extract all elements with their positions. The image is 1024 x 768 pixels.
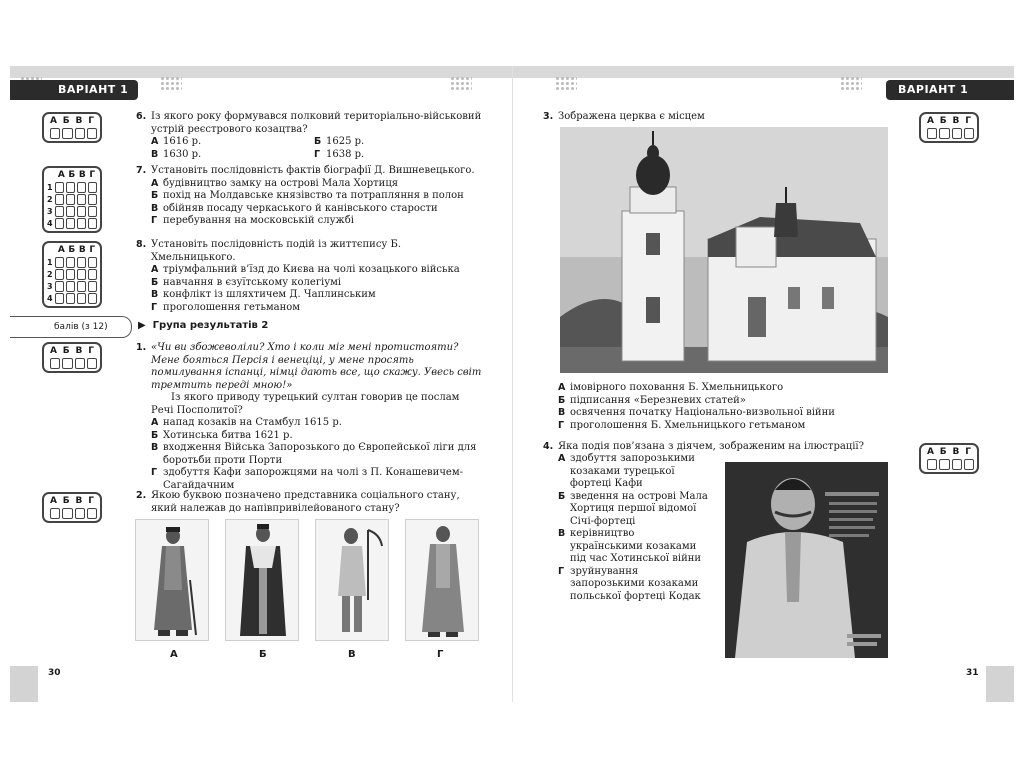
answer-box-q3[interactable]: А Б В Г bbox=[919, 112, 979, 143]
answer-box-q4[interactable]: А Б В Г bbox=[919, 443, 979, 474]
figure-label-b: Б bbox=[259, 649, 267, 660]
answer-box-q6[interactable]: А Б В Г bbox=[42, 112, 102, 143]
figure-cossack-a bbox=[135, 519, 209, 641]
figure-label-v: В bbox=[348, 649, 356, 660]
figure-clergyman-b bbox=[225, 519, 299, 641]
question-3-options: А імовірного поховання Б. Хмельницького Б підписання «Березневих статей» В освячення початку Національно-визвольної війни Г проголошення Б. Хмельницького гетьманом bbox=[558, 382, 835, 431]
page-number-left: 30 bbox=[48, 668, 61, 678]
answer-matrix-q7[interactable]: А Б В Г 1 2 3 4 bbox=[42, 166, 102, 233]
question-7: 7. Установіть послідовність фактів біографії Д. Вишневецького. А будівництво замку на острові Мала Хортиця Б похід на Молдавське князівство та потрапляння в полон В обійняв посаду черкаського й канівського старости Г перебування на московській службі bbox=[136, 165, 475, 226]
dot-pattern bbox=[160, 76, 182, 90]
question-g2: 2. Якою буквою позначено представника соціального стану, який належав до напівпривілейованого стану? bbox=[136, 490, 460, 514]
score-label: балів (з 12) bbox=[54, 322, 108, 332]
portrait-hetman bbox=[725, 462, 888, 658]
group-heading: ▶ Група результатів 2 bbox=[138, 320, 269, 331]
question-g1: 1. «Чи ви збожеволіли? Хто і коли міг мені протистояти? Мене бояться Персія і венеціці, у мене просять помилування іспанці, німці дають все, що скажу. Увесь світ тремтить переді мною!» Із якого приводу турецький султан говорив це послам Речі Посполитої? А напад козаків на Стамбул 1615 р. Б Хотинська битва 1621 р. В входження Війська Запорозького до Європейської ліги для боротьби проти Порти Г здобуття Кафи запорожцями на чолі з П. Конашевичем-Сагайдачним bbox=[136, 342, 482, 491]
play-icon: ▶ bbox=[138, 320, 146, 331]
dot-pattern bbox=[555, 76, 577, 90]
corner-block-left bbox=[10, 666, 38, 702]
dot-pattern bbox=[450, 76, 472, 90]
answer-box-g1[interactable]: А Б В Г bbox=[42, 342, 102, 373]
corner-block-right bbox=[986, 666, 1014, 702]
variant-tab-right: ВАРІАНТ 1 bbox=[886, 80, 1014, 100]
answer-matrix-q8[interactable]: А Б В Г 1 2 3 4 bbox=[42, 241, 102, 308]
question-6: 6. Із якого року формувався полковий територіально-військовий устрій реєстрового козацтва? А 1616 р. Б 1625 р. В 1630 р. Г 1638 р. bbox=[136, 111, 482, 160]
figure-burgher-g bbox=[405, 519, 479, 641]
question-8: 8. Установіть послідовність подій із життєпису Б. Хмельницького. А тріумфальний в’їзд до Києва на чолі козацького війська Б навчання в єзуїтському колегіумі В конфлікт із шляхтичем Д. Чаплинським Г проголошення гетьманом bbox=[136, 239, 460, 313]
figure-label-a: А bbox=[170, 649, 178, 660]
question-3: 3. Зображена церква є місцем bbox=[543, 111, 705, 122]
church-photo bbox=[560, 127, 888, 373]
page-number-right: 31 bbox=[966, 668, 979, 678]
figure-peasant-v bbox=[315, 519, 389, 641]
score-field[interactable] bbox=[10, 316, 132, 338]
figure-label-g: Г bbox=[437, 649, 444, 660]
question-4: 4. Яка подія пов’язана з діячем, зображеним на ілюстрації? bbox=[543, 441, 864, 452]
variant-tab-left: ВАРІАНТ 1 bbox=[10, 80, 138, 100]
book-spine bbox=[512, 66, 513, 702]
answer-box-g2[interactable]: А Б В Г bbox=[42, 492, 102, 523]
dot-pattern bbox=[840, 76, 862, 90]
question-4-options: А здобуття запорозькими козаками турецької фортеці Кафи Б зведення на острові Мала Хортиця першої відомої Січі-фортеці В керівництво українськими козаками під час Хотинської війни Г зруйнування запорозькими козаками польської фортеці Кодак bbox=[558, 453, 708, 602]
